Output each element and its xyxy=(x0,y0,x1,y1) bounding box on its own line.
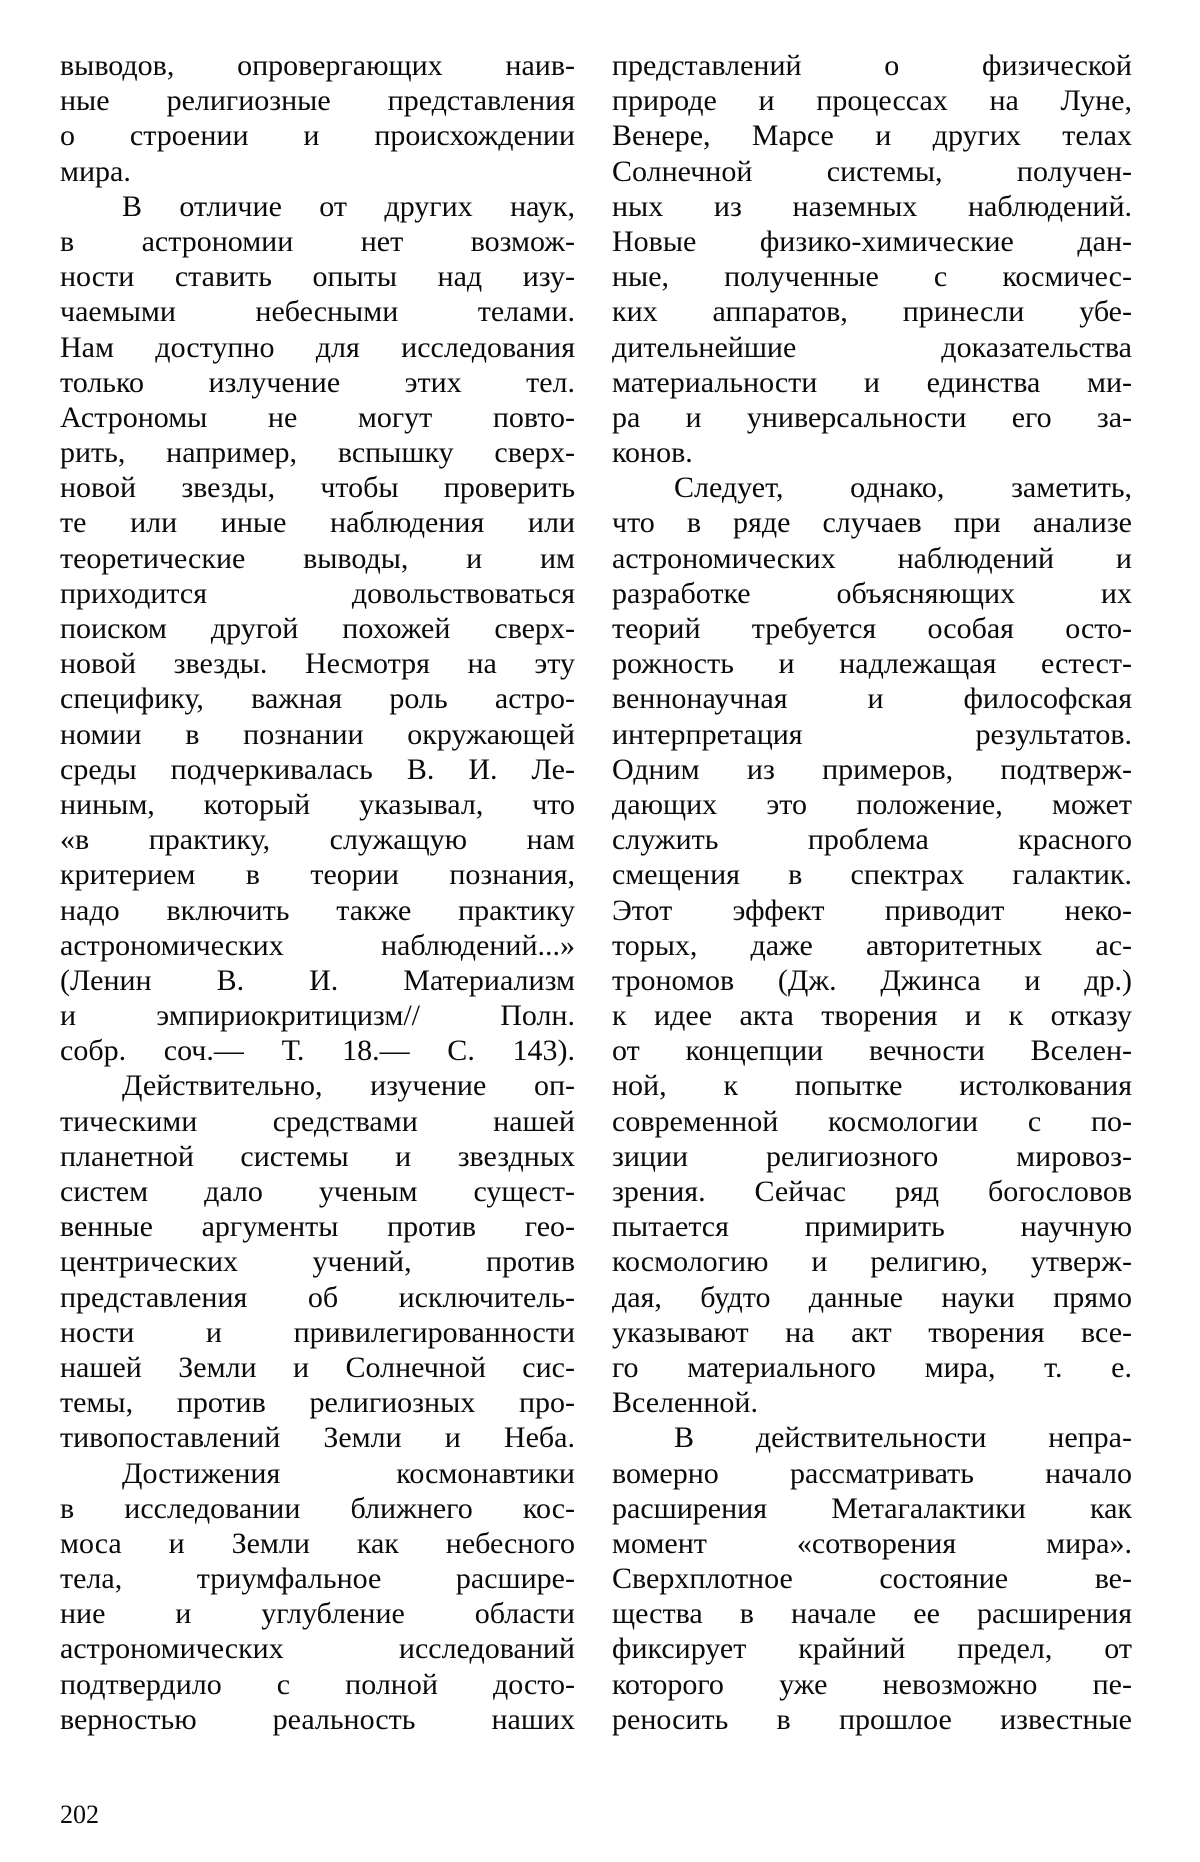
text-line: дая, будто данные науки прямо xyxy=(612,1280,1132,1314)
text-line: в астрономии нет возмож- xyxy=(60,224,575,258)
text-line: го материального мира, т. е. xyxy=(612,1350,1132,1384)
text-line: Новые физико-химические дан- xyxy=(612,224,1132,258)
text-line: ных из наземных наблюдений. xyxy=(612,189,1132,223)
citation-line: (Ленин В. И. Материализм xyxy=(60,963,575,997)
text-line: теоретические выводы, и им xyxy=(60,541,575,575)
text-line: моса и Земли как небесного xyxy=(60,1526,575,1560)
text-line: указывают на акт творения все- xyxy=(612,1315,1132,1349)
text-line: среды подчеркивалась В. И. Ле- xyxy=(60,752,575,786)
text-line: выводов, опровергающих наив- xyxy=(60,49,575,82)
paragraph-first-line: В действительности непра- xyxy=(674,1421,1132,1455)
text-line: смещения в спектрах галактик. xyxy=(612,858,1132,892)
text-line: те или иные наблюдения или xyxy=(60,506,575,540)
text-line: трономов (Дж. Джинса и др.) xyxy=(612,963,1132,997)
text-line: рить, например, вспышку сверх- xyxy=(60,436,575,470)
text-line: вомерно рассматривать начало xyxy=(612,1456,1132,1490)
text-line: нашей Земли и Солнечной сис- xyxy=(60,1350,575,1384)
text-line: природе и процессах на Луне, xyxy=(612,84,1132,118)
text-line: венные аргументы против гео- xyxy=(60,1210,575,1244)
quote-line: астрономических наблюдений...» xyxy=(60,928,575,962)
text-line: в исследовании ближнего кос- xyxy=(60,1491,575,1525)
text-line: Вселенной. xyxy=(612,1386,758,1420)
text-line: что в ряде случаев при анализе xyxy=(612,506,1132,540)
text-line: новой звезды. Несмотря на эту xyxy=(60,647,575,681)
quote-line: «в практику, служащую нам xyxy=(60,823,575,857)
text-line: Сверхплотное состояние ве- xyxy=(612,1562,1132,1596)
text-line: разработке объясняющих их xyxy=(612,576,1132,610)
text-line: тическими средствами нашей xyxy=(60,1104,575,1138)
text-line: центрических учений, против xyxy=(60,1245,575,1279)
text-line: фиксирует крайний предел, от xyxy=(612,1632,1132,1666)
text-line: планетной системы и звездных xyxy=(60,1139,575,1173)
text-line: веннонаучная и философская xyxy=(612,682,1132,716)
page-number: 202 xyxy=(60,1800,99,1829)
text-line: только излучение этих тел. xyxy=(60,365,575,399)
text-line: Этот эффект приводит неко- xyxy=(612,893,1132,927)
text-line: которого уже невозможно пе- xyxy=(612,1667,1132,1701)
text-line: материальности и единства ми- xyxy=(612,365,1132,399)
text-line: пытается примирить научную xyxy=(612,1210,1132,1244)
text-line: от концепции вечности Вселен- xyxy=(612,1034,1132,1068)
text-line: Одним из примеров, подтверж- xyxy=(612,752,1132,786)
text-line: космологию и религию, утверж- xyxy=(612,1245,1132,1279)
text-line: чаемыми небесными телами. xyxy=(60,295,575,329)
text-line: конов. xyxy=(612,436,693,470)
paragraph-first-line: В отличие от других наук, xyxy=(122,189,575,223)
text-line: дающих это положение, может xyxy=(612,787,1132,821)
text-line: представлений о физической xyxy=(612,49,1132,82)
text-line: ких аппаратов, принесли убе- xyxy=(612,295,1132,329)
text-line: ные, полученные с космичес- xyxy=(612,260,1132,294)
left-column xyxy=(60,48,575,1737)
text-line: ности ставить опыты над изу- xyxy=(60,260,575,294)
text-line: приходится довольствоваться xyxy=(60,576,575,610)
text-line: ние и углубление области xyxy=(60,1597,575,1631)
text-line: момент «сотворения мира». xyxy=(612,1526,1132,1560)
text-line: о строении и происхождении xyxy=(60,119,575,153)
text-line: представления об исключитель- xyxy=(60,1280,575,1314)
text-line: ра и универсальности его за- xyxy=(612,400,1132,434)
text-line: зрения. Сейчас ряд богословов xyxy=(612,1175,1132,1208)
text-line: Солнечной системы, получен- xyxy=(612,154,1132,188)
text-line: к идее акта творения и к отказу xyxy=(612,999,1132,1033)
text-line: зиции религиозного мировоз- xyxy=(612,1139,1132,1173)
quote-line: надо включить также практику xyxy=(60,893,575,927)
paragraph-first-line: Достижения космонавтики xyxy=(122,1456,575,1490)
text-line: тела, триумфальное расшире- xyxy=(60,1562,575,1596)
text-line: верностью реальность наших xyxy=(60,1702,575,1736)
text-line: темы, против религиозных про- xyxy=(60,1386,575,1420)
text-line: подтвердило с полной досто- xyxy=(60,1667,575,1701)
text-line: ной, к попытке истолкования xyxy=(612,1069,1132,1103)
text-line: расширения Метагалактики как xyxy=(612,1491,1132,1525)
text-line: Нам доступно для исследования xyxy=(60,330,575,364)
text-line: новой звезды, чтобы проверить xyxy=(60,471,575,505)
text-line: служить проблема красного xyxy=(612,823,1132,857)
paragraph-first-line: Следует, однако, заметить, xyxy=(674,471,1132,505)
text-line: интерпретация результатов. xyxy=(612,717,1132,751)
text-line: Астрономы не могут повто- xyxy=(60,400,575,434)
text-line: щества в начале ее расширения xyxy=(612,1597,1132,1631)
text-line: астрономических исследований xyxy=(60,1632,575,1666)
citation-line: и эмпириокритицизм// Полн. xyxy=(60,999,575,1033)
text-line: систем дало ученым сущест- xyxy=(60,1175,575,1208)
text-line: теорий требуется особая осто- xyxy=(612,612,1132,645)
text-line: астрономических наблюдений и xyxy=(612,541,1132,575)
text-line: дительнейшие доказательства xyxy=(612,330,1132,364)
text-line: реносить в прошлое известные xyxy=(612,1702,1132,1736)
text-line: тивопоставлений Земли и Неба. xyxy=(60,1421,575,1455)
citation-line: собр. соч.— Т. 18.— С. 143). xyxy=(60,1034,575,1068)
text-line: современной космологии с по- xyxy=(612,1104,1132,1138)
quote-line: критерием в теории познания, xyxy=(60,858,575,892)
text-line: Венере, Марсе и других телах xyxy=(612,119,1132,153)
text-line: специфику, важная роль астро- xyxy=(60,682,575,716)
text-line: ниным, который указывал, что xyxy=(60,787,575,821)
text-line: поиском другой похожей сверх- xyxy=(60,612,575,645)
text-line: номии в познании окружающей xyxy=(60,717,575,751)
text-line: мира. xyxy=(60,154,131,188)
text-line: ные религиозные представления xyxy=(60,84,575,118)
paragraph-first-line: Действительно, изучение оп- xyxy=(122,1069,575,1103)
text-line: торых, даже авторитетных ас- xyxy=(612,928,1132,962)
text-line: ности и привилегированности xyxy=(60,1315,575,1349)
right-column xyxy=(612,48,1132,1737)
text-line: рожность и надлежащая естест- xyxy=(612,647,1132,681)
